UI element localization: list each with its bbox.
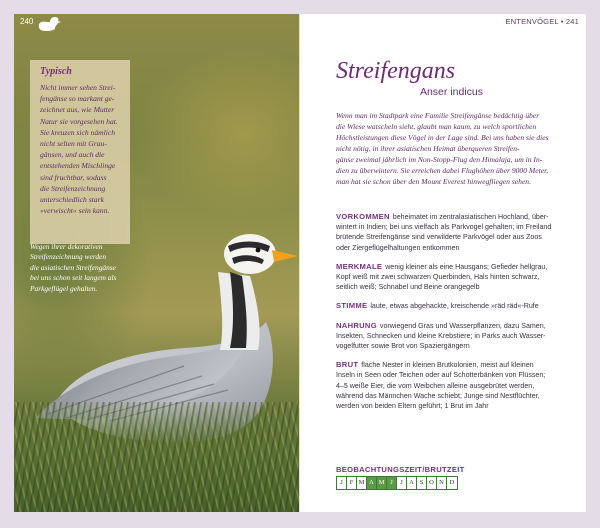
month-cell: D [449, 479, 455, 486]
scientific-name: Anser indicus [419, 86, 483, 98]
typisch-text: Nicht immer sehen Strei- fengänse so markant ge- zeichnet aus, wie Mutter Natur sie vorgesehen hat. Sie kreuzen sich nämlich nicht selten mit Grau- gänsen, und auch die entstehenden Mischlinge sind fruchtbar, sodass die Streifenzeichnung unterschiedlich stark »verwischt« sein kann. [40, 83, 118, 216]
month-cell: N [437, 477, 447, 489]
typisch-box [30, 60, 130, 244]
month-cell: A [407, 477, 417, 489]
section-heading: NAHRUNG [336, 320, 377, 330]
intro-text: Wenn man im Stadtpark eine Familie Streifengänse bedächtig über die Wiese watscheln sieht, glaubt man kaum, zu welch sportlichen Höchstleistungen diese Vögel in der Lage sind. Bei uns haben sie dies nicht nötig, in ihrer asiatischen Heimat überqueren Streifen- gänse zweimal jährlich im Non-Stopp-Flug den Himalaja, um in In- dien zu überwintern. Sie erreichen dabei Flughöhen über 9000 Meter, man hat sie schon über den Mount Everest hinwegfliegen sehen. [336, 111, 549, 186]
month-cell: J [397, 477, 407, 489]
month-cell: M [357, 477, 367, 489]
section-brut: BRUT flache Nester in kleinen Brutkolonien, meist auf kleinen Inseln in Seen oder Teichen oder auf Schotterbänken von Flüssen; 4–5 weiße Eier, die vom Weibchen alleine ausgebrütet werden, während das Männchen Wache schiebt; Junge sind Nestflüchter, werden von beiden Eltern geführt; 1 Brut im Jahr [336, 360, 546, 411]
section-stimme: STIMME laute, etwas abgehackte, kreischende »räd räd«-Rufe [336, 301, 539, 311]
right-page [300, 14, 586, 512]
section-merkmale: MERKMALE wenig kleiner als eine Hausgans; Gefieder hellgrau, Kopf weiß mit zwei schwarzen Querbinden, Hals hinten schwarz, seitlich weiß; Schnabel und Beine orangegelb [336, 261, 548, 292]
month-cell: A [367, 477, 377, 489]
section-heading: STIMME [336, 301, 368, 311]
page-number: 240 [20, 17, 34, 26]
section-heading: BRUT [336, 360, 359, 370]
observation-title: BEOBACHTUNGSZEIT/BRUTZEIT [336, 465, 465, 474]
month-cell: J [387, 477, 397, 489]
running-head: ENTENVÖGEL • 241 [505, 17, 579, 26]
month-cell: F [347, 477, 357, 489]
typisch-title: Typisch [40, 66, 72, 77]
left-page [14, 14, 299, 512]
section-heading: VORKOMMEN [336, 212, 390, 221]
month-cell: O [427, 477, 437, 489]
section-vorkommen: VORKOMMEN beheimatet im zentralasiatischen Hochland, über- wintert in Indien; bei uns vielfach als Parkvogel gehalten; im Freiland brütende Streifengänse sind verwilderte Parkvögel oder aus Zoos oder Ziergeflügelhaltungen entkommen [336, 212, 552, 252]
section-nahrung: NAHRUNG vorwiegend Gras und Wasserpflanzen, dazu Samen, Insekten, Schnecken und kleine Krebstiere; in Parks auch Wasser- vogelfutter sowie Brot von Spaziergängern [336, 320, 546, 351]
month-calendar [336, 476, 458, 490]
duck-icon [36, 16, 62, 37]
sections [336, 212, 579, 420]
month-cell: S [417, 477, 427, 489]
section-heading: MERKMALE [336, 261, 383, 271]
species-title: Streifengans [336, 58, 456, 84]
month-cell: J [337, 477, 347, 489]
grass [14, 402, 299, 512]
month-cell: M [377, 477, 387, 489]
photo-caption: Wegen ihrer dekorativen Streifenzeichnung werden die asiatischen Streifengänse bei uns schon seit langem als Parkgeflügel gehalten. [30, 242, 117, 293]
